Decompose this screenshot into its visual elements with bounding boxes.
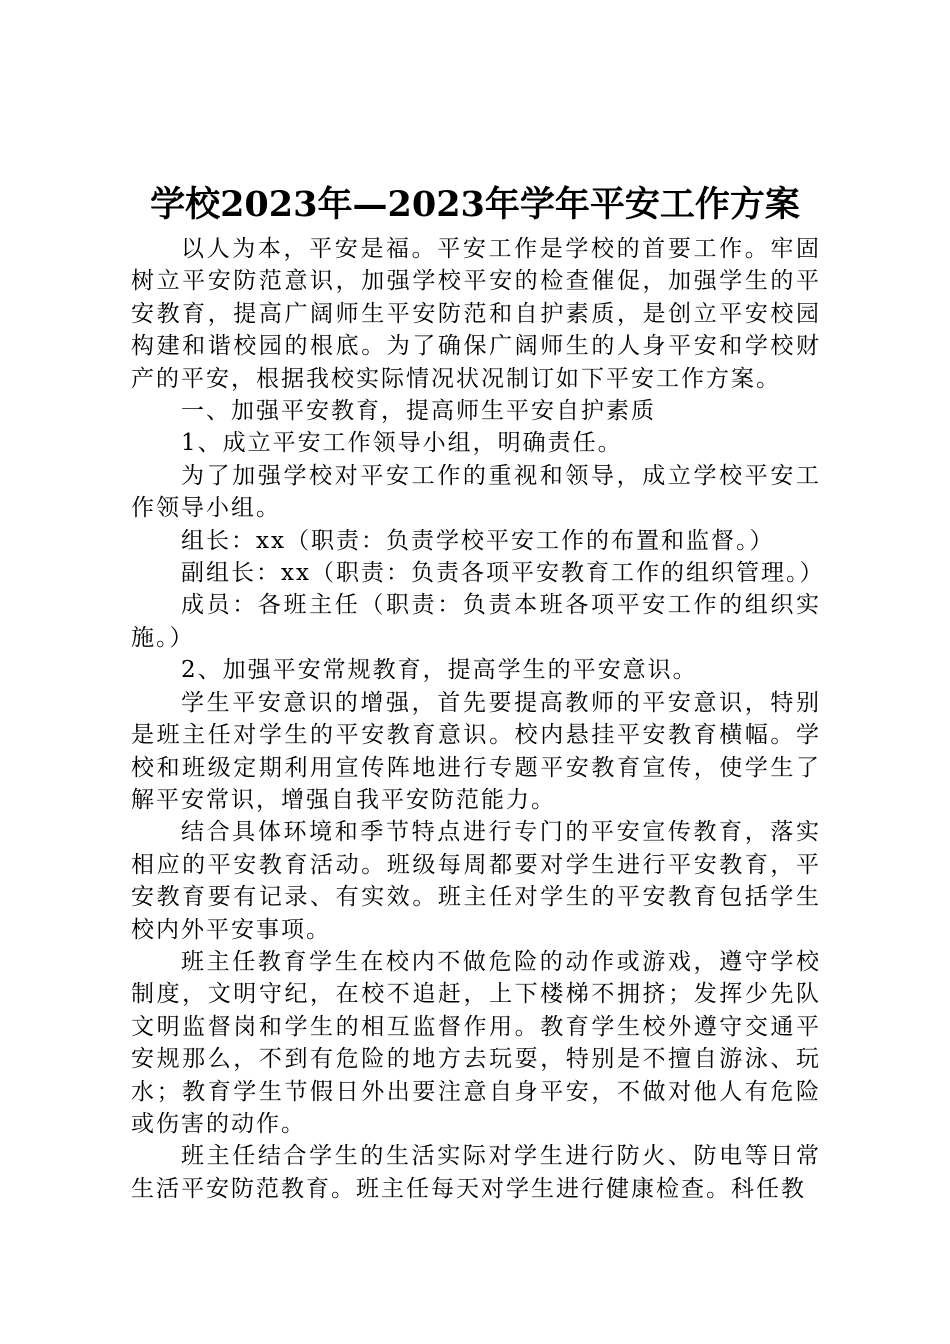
paragraph: 班主任教育学生在校内不做危险的动作或游戏，遵守学校制度，文明守纪，在校不追赶，上下楼梯不拥挤；发挥少先队文明监督岗和学生的相互监督作用。教育学生校外遵守交通平安规那么，不到有危险的地方去玩耍，特别是不擅自游泳、玩水；教育学生节假日外出要注意自身平安，不做对他人有危险或伤害的动作。 [131, 948, 821, 1137]
section-heading-1: 一、加强平安教育，提高师生平安自护素质 [181, 398, 656, 425]
paragraph: 班主任结合学生的生活实际对学生进行防火、防电等日常生活平安防范教育。班主任每天对学生进行健康检查。科任教 [131, 1143, 821, 1202]
paragraph: 学生平安意识的增强，首先要提高教师的平安意识，特别是班主任对学生的平安教育意识。校内悬挂平安教育横幅。学校和班级定期利用宣传阵地进行专题平安教育宣传，使学生了解平安常识，增强自我平安防范能力。 [131, 689, 821, 813]
document-body [131, 233, 825, 1205]
paragraph: 为了加强学校对平安工作的重视和领导，成立学校平安工作领导小组。 [131, 462, 821, 522]
paragraph: 结合具体环境和季节特点进行专门的平安宣传教育，落实相应的平安教育活动。班级每周都要对学生进行平安教育，平安教育要有记录、有实效。班主任对学生的平安教育包括学生校内外平安事项。 [131, 819, 821, 943]
document-title: 学校2023年—2023年学年平安工作方案 [150, 184, 800, 225]
subheading-2: 2、加强平安常规教育，提高学生的平安意识。 [181, 657, 698, 684]
subheading-1: 1、成立平安工作领导小组，明确责任。 [181, 430, 623, 457]
paragraph-intro: 以人为本，平安是福。平安工作是学校的首要工作。牢固树立平安防范意识，加强学校平安的检查催促，加强学生的平安教育，提高广阔师生平安防范和自护素质，是创立平安校园构建和谐校园的根底。为了确保广阔师生的人身平安和学校财产的平安，根据我校实际情况状况制订如下平安工作方案。 [131, 236, 821, 392]
group-members: 成员：各班主任（职责：负责本班各项平安工作的组织实施。） [131, 592, 821, 651]
group-leader: 组长：xx（职责：负责学校平安工作的布置和监督。） [181, 527, 775, 554]
group-deputy-leader: 副组长：xx（职责：负责各项平安教育工作的组织管理。） [181, 560, 825, 587]
